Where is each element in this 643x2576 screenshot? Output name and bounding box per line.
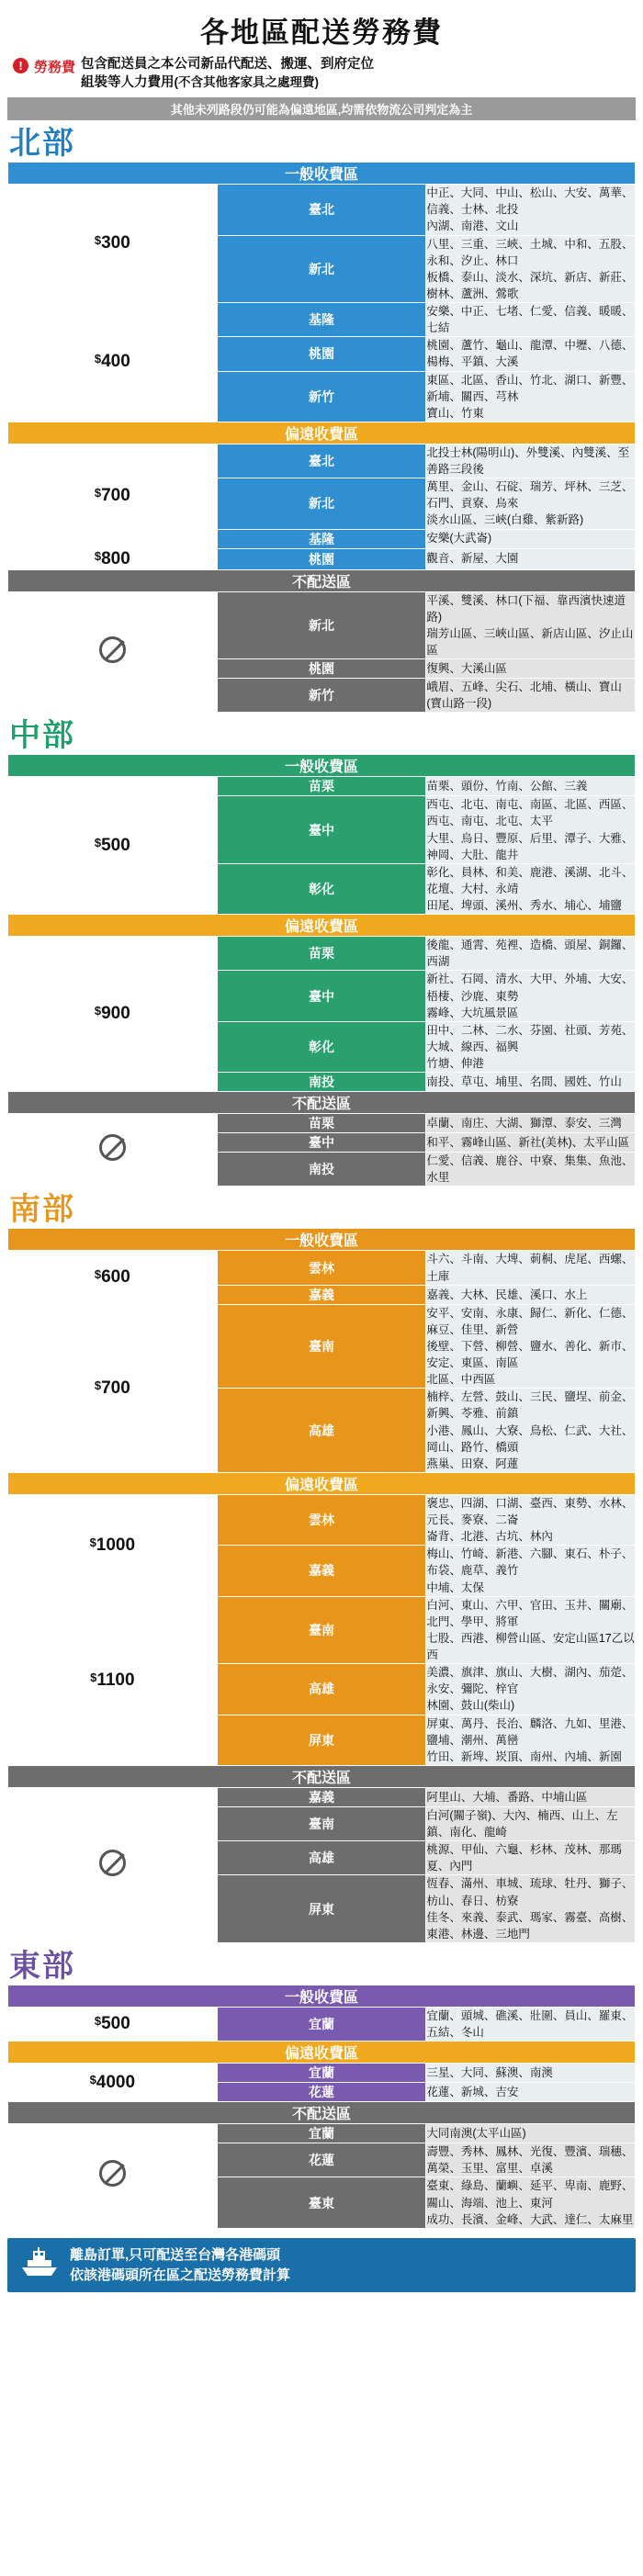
footer-note bbox=[7, 2238, 636, 2293]
city-cell: 屏東 bbox=[217, 1875, 426, 1943]
table-row bbox=[8, 303, 636, 337]
area-line: 安樂、中正、七堵、仁愛、信義、暖暖、七結 bbox=[426, 305, 634, 335]
band-header-none: 不配送區 bbox=[8, 1765, 636, 1787]
table-row bbox=[8, 1114, 636, 1133]
area-line: 平溪、雙溪、林口(下福、靠西濱快速道路) bbox=[426, 593, 626, 624]
area-line: 後龍、通霄、苑裡、造橋、頭屋、銅鑼、西湖 bbox=[426, 939, 634, 969]
area-list-cell bbox=[426, 529, 636, 548]
city-cell: 苗栗 bbox=[217, 1114, 426, 1133]
area-line: 三星、大同、蘇澳、南澳 bbox=[426, 2066, 553, 2080]
price-value: 700 bbox=[101, 486, 130, 506]
labor-fee-line2-wrap bbox=[81, 74, 374, 93]
area-line: 復興、大溪山區 bbox=[426, 661, 507, 675]
area-line: 彰化、員林、和美、鹿港、溪湖、北斗、花壇、大村、永靖 bbox=[426, 865, 634, 895]
city-cell: 臺中 bbox=[217, 971, 426, 1021]
area-line: 萬里、金山、石碇、瑞芳、坪林、三芝、石門、貢寮、烏來 bbox=[426, 480, 634, 511]
area-line: 宜蘭、頭城、礁溪、壯圍、員山、羅東、五結、冬山 bbox=[426, 2008, 634, 2039]
price-cell bbox=[8, 2064, 218, 2102]
notice-bar: 其他未列路段仍可能為偏遠地區,均需依物流公司判定為主 bbox=[7, 97, 636, 120]
region-title: 中部 bbox=[9, 718, 75, 754]
ship-icon bbox=[18, 2247, 61, 2283]
price-value: 4000 bbox=[96, 2072, 136, 2092]
area-line: 瑞芳山區、三峽山區、新店山區、汐止山區 bbox=[426, 626, 634, 657]
price-value: 500 bbox=[101, 2014, 130, 2033]
prohibition-icon bbox=[99, 2160, 126, 2187]
labor-fee-note-text: (不含其他客家具之處理費) bbox=[174, 74, 320, 89]
area-line: 壽豐、秀林、鳳林、光復、豐濱、瑞穗、萬榮、玉里、富里、卓溪 bbox=[426, 2145, 634, 2176]
area-line: 仁愛、信義、鹿谷、中寮、集集、魚池、水里 bbox=[426, 1154, 634, 1185]
footer-text bbox=[70, 2245, 290, 2286]
city-cell: 雲林 bbox=[217, 1494, 426, 1545]
table-row bbox=[8, 548, 636, 569]
city-cell: 彰化 bbox=[217, 863, 426, 914]
area-list-cell bbox=[426, 548, 636, 569]
area-list-cell bbox=[426, 1875, 636, 1943]
area-list-cell bbox=[426, 2124, 636, 2143]
table-row bbox=[8, 444, 636, 478]
city-cell: 嘉義 bbox=[217, 1787, 426, 1806]
city-cell: 臺北 bbox=[217, 185, 426, 235]
area-list-cell bbox=[426, 337, 636, 371]
band-header-remote: 偏遠收費區 bbox=[8, 1472, 636, 1494]
prohibition-icon bbox=[99, 1134, 126, 1161]
area-line: 臺東、綠島、蘭嶼、延平、卑南、鹿野、關山、海端、池上、東河 bbox=[426, 2179, 634, 2210]
area-line: 和平、霧峰山區、新社(美林)、太平山區 bbox=[426, 1136, 630, 1150]
city-cell: 基隆 bbox=[217, 529, 426, 548]
city-cell: 雲林 bbox=[217, 1251, 426, 1285]
area-list-cell bbox=[426, 2083, 636, 2102]
area-list-cell bbox=[426, 2064, 636, 2083]
area-list-cell bbox=[426, 1546, 636, 1596]
labor-fee-line2: 組裝等人力費用 bbox=[81, 74, 175, 90]
table-row bbox=[8, 1596, 636, 1664]
band-header-normal: 一般收費區 bbox=[8, 1985, 636, 2007]
area-line: 東區、北區、香山、竹北、湖口、新豐、新埔、關西、芎林 bbox=[426, 373, 634, 403]
price-cell bbox=[8, 937, 218, 1092]
exclamation-icon: ! bbox=[13, 58, 28, 73]
area-line: 北投士林(陽明山)、外雙溪、內雙溪、至善路三段後 bbox=[426, 445, 630, 476]
labor-fee-description bbox=[81, 56, 374, 92]
footer-line2: 依該港碼頭所在區之配送勞務費計算 bbox=[70, 2267, 291, 2283]
city-cell: 花蓮 bbox=[217, 2083, 426, 2102]
table-row bbox=[8, 1494, 636, 1545]
currency-symbol: $ bbox=[94, 1267, 102, 1281]
area-line: 觀音、新屋、大園 bbox=[426, 552, 519, 566]
city-cell: 花蓮 bbox=[217, 2143, 426, 2177]
city-cell: 嘉義 bbox=[217, 1285, 426, 1304]
area-line: 峨眉、五峰、尖石、北埔、橫山、寶山(寶山路一段) bbox=[426, 681, 622, 711]
price-cell bbox=[8, 1304, 218, 1472]
region-table bbox=[7, 1985, 636, 2229]
area-list-cell bbox=[426, 2007, 636, 2041]
area-list-cell bbox=[426, 679, 636, 713]
city-cell: 桃園 bbox=[217, 337, 426, 371]
area-list-cell bbox=[426, 863, 636, 914]
area-line: 白河、東山、六甲、官田、玉井、關廟、北門、學甲、將軍 bbox=[426, 1598, 634, 1628]
table-row bbox=[8, 591, 636, 659]
price-cell bbox=[8, 1596, 218, 1765]
area-line: 桃源、甲仙、六龜、杉林、茂林、那瑪夏、內門 bbox=[426, 1843, 622, 1873]
region-title: 北部 bbox=[9, 126, 75, 162]
area-list-cell bbox=[426, 1841, 636, 1875]
city-cell: 臺南 bbox=[217, 1596, 426, 1664]
band-header-normal: 一般收費區 bbox=[8, 163, 636, 185]
price-cell bbox=[8, 777, 218, 915]
currency-symbol: $ bbox=[94, 486, 102, 501]
area-list-cell bbox=[426, 1596, 636, 1664]
area-line: 寶山、竹東 bbox=[426, 406, 484, 420]
band-header-none: 不配送區 bbox=[8, 569, 636, 591]
currency-symbol: $ bbox=[94, 1004, 102, 1018]
area-line: 後壁、下營、柳營、鹽水、善化、新市、安定、東區、南區 bbox=[426, 1339, 634, 1369]
city-cell: 桃園 bbox=[217, 548, 426, 569]
band-header-remote: 偏遠收費區 bbox=[8, 2042, 636, 2064]
city-cell: 基隆 bbox=[217, 303, 426, 337]
area-line: 中埔、太保 bbox=[426, 1580, 484, 1594]
area-line: 白河(關子嶺)、大內、楠西、山上、左鎮、南化、龍崎 bbox=[426, 1808, 618, 1839]
city-cell: 新北 bbox=[217, 235, 426, 303]
area-line: 佳冬、來義、泰武、瑪家、霧臺、高樹、東港、林邊、三地門 bbox=[426, 1910, 634, 1940]
price-value: 500 bbox=[101, 835, 130, 855]
region-4 bbox=[7, 1949, 636, 2229]
city-cell: 苗栗 bbox=[217, 777, 426, 796]
area-list-cell bbox=[426, 1285, 636, 1304]
city-cell: 高雄 bbox=[217, 1664, 426, 1715]
currency-symbol: $ bbox=[94, 352, 102, 366]
prohibition-icon bbox=[99, 636, 126, 663]
area-list-cell bbox=[426, 1806, 636, 1840]
area-line: 楠梓、左營、鼓山、三民、鹽埕、前金、新興、苓雅、前鎮 bbox=[426, 1390, 634, 1421]
table-row bbox=[8, 2064, 636, 2083]
no-delivery-icon bbox=[8, 1114, 218, 1187]
no-delivery-icon bbox=[8, 2124, 218, 2229]
area-line: 田中、二林、二水、芬園、社頭、芳苑、大城、線西、福興 bbox=[426, 1023, 634, 1053]
area-list-cell bbox=[426, 1787, 636, 1806]
currency-symbol: $ bbox=[94, 1378, 102, 1392]
area-list-cell bbox=[426, 591, 636, 659]
area-list-cell bbox=[426, 1304, 636, 1389]
band-header-normal: 一般收費區 bbox=[8, 755, 636, 777]
labor-fee-note bbox=[0, 56, 643, 96]
regions-container bbox=[0, 126, 643, 2229]
area-line: 七股、西港、柳營山區、安定山區17乙以西 bbox=[426, 1631, 635, 1661]
area-line: 林園、鼓山(柴山) bbox=[426, 1699, 515, 1713]
no-delivery-icon bbox=[8, 1787, 218, 1942]
area-line: 田尾、埤頭、溪州、秀水、埔心、埔鹽 bbox=[426, 899, 622, 912]
area-list-cell bbox=[426, 185, 636, 235]
city-cell: 新北 bbox=[217, 591, 426, 659]
area-line: 淡水山區、三峽(白雞、紫新路) bbox=[426, 513, 584, 527]
area-line: 梅山、竹崎、新港、六腳、東石、朴子、布袋、鹿草、義竹 bbox=[426, 1547, 634, 1578]
city-cell: 彰化 bbox=[217, 1021, 426, 1072]
area-line: 竹田、新埤、崁頂、南州、內埔、新園 bbox=[426, 1749, 622, 1763]
region-2 bbox=[7, 718, 636, 1187]
area-list-cell bbox=[426, 1073, 636, 1092]
table-row bbox=[8, 2124, 636, 2143]
labor-fee-label: 勞務費 bbox=[34, 60, 76, 75]
area-line: 南投、草屯、埔里、名間、國姓、竹山 bbox=[426, 1075, 622, 1089]
area-line: 嘉義、大林、民雄、溪口、水上 bbox=[426, 1288, 588, 1301]
area-list-cell bbox=[426, 1389, 636, 1473]
city-cell: 臺中 bbox=[217, 796, 426, 864]
area-list-cell bbox=[426, 371, 636, 422]
price-value: 1000 bbox=[96, 1535, 136, 1555]
area-list-cell bbox=[426, 1021, 636, 1072]
area-line: 卓蘭、南庄、大湖、獅潭、泰安、三灣 bbox=[426, 1117, 622, 1131]
region-table bbox=[7, 162, 636, 713]
region-3 bbox=[7, 1192, 636, 1943]
area-list-cell bbox=[426, 1494, 636, 1545]
footer-line1: 離島訂單,只可配送至台灣各港碼頭 bbox=[70, 2246, 281, 2263]
area-line: 西屯、北屯、南屯、南區、北區、西區、西屯、南屯、北屯、太平 bbox=[426, 798, 634, 828]
area-list-cell bbox=[426, 937, 636, 971]
area-list-cell bbox=[426, 971, 636, 1021]
area-line: 霧峰、大坑風景區 bbox=[426, 1006, 519, 1019]
currency-symbol: $ bbox=[94, 548, 102, 563]
area-line: 八里、三重、三峽、土城、中和、五股、永和、汐止、林口 bbox=[426, 237, 634, 267]
currency-symbol: $ bbox=[89, 1535, 96, 1549]
city-cell: 苗栗 bbox=[217, 937, 426, 971]
area-line: 美濃、旗津、旗山、大樹、湖內、茄萣、永安、彌陀、梓官 bbox=[426, 1666, 634, 1696]
area-list-cell bbox=[426, 303, 636, 337]
city-cell: 屏東 bbox=[217, 1715, 426, 1765]
city-cell: 嘉義 bbox=[217, 1546, 426, 1596]
price-cell bbox=[8, 1251, 218, 1304]
area-list-cell bbox=[426, 2177, 636, 2228]
labor-fee-line1: 包含配送員之本公司新品代配送、搬運、到府定位 bbox=[81, 57, 375, 72]
table-row bbox=[8, 2007, 636, 2041]
area-list-cell bbox=[426, 659, 636, 679]
area-line: 成功、長濱、金峰、大武、達仁、太麻里 bbox=[426, 2212, 634, 2226]
city-cell: 桃園 bbox=[217, 659, 426, 679]
area-line: 褒忠、四湖、口湖、臺西、東勢、水林、元長、麥寮、二崙 bbox=[426, 1496, 634, 1526]
area-line: 北區、中西區 bbox=[426, 1373, 496, 1387]
city-cell: 高雄 bbox=[217, 1841, 426, 1875]
area-line: 斗六、斗南、大埤、莿桐、虎尾、西螺、土庫 bbox=[426, 1253, 634, 1283]
prohibition-icon bbox=[99, 1850, 126, 1876]
area-line: 苗栗、頭份、竹南、公館、三義 bbox=[426, 780, 588, 793]
region-table bbox=[7, 754, 636, 1187]
region-1 bbox=[7, 126, 636, 713]
area-line: 大里、烏日、豐原、后里、潭子、大雅、神岡、大肚、龍井 bbox=[426, 831, 634, 861]
table-row bbox=[8, 1251, 636, 1285]
area-line: 安樂(大武崙) bbox=[426, 532, 492, 546]
price-value: 400 bbox=[101, 352, 130, 372]
area-list-cell bbox=[426, 1153, 636, 1187]
currency-symbol: $ bbox=[94, 2014, 102, 2028]
price-value: 900 bbox=[101, 1004, 130, 1024]
city-cell: 南投 bbox=[217, 1153, 426, 1187]
city-cell: 新北 bbox=[217, 478, 426, 529]
area-list-cell bbox=[426, 796, 636, 864]
table-row bbox=[8, 1787, 636, 1806]
city-cell: 臺北 bbox=[217, 444, 426, 478]
table-row bbox=[8, 1304, 636, 1389]
area-line: 大同南澳(太平山區) bbox=[426, 2127, 526, 2141]
city-cell: 高雄 bbox=[217, 1389, 426, 1473]
currency-symbol: $ bbox=[94, 835, 102, 849]
price-value: 800 bbox=[101, 548, 130, 568]
price-cell bbox=[8, 2007, 218, 2041]
area-line: 阿里山、大埔、番路、中埔山區 bbox=[426, 1790, 588, 1804]
price-cell bbox=[8, 1494, 218, 1596]
area-line: 屏東、萬丹、長治、麟洛、九如、里港、鹽埔、潮州、萬巒 bbox=[426, 1716, 634, 1747]
city-cell: 宜蘭 bbox=[217, 2124, 426, 2143]
table-row bbox=[8, 185, 636, 235]
page-title: 各地區配送勞務費 bbox=[200, 17, 443, 49]
region-title: 南部 bbox=[9, 1192, 75, 1228]
area-line: 板橋、泰山、淡水、深坑、新店、新莊、樹林、蘆洲、鶯歌 bbox=[426, 270, 634, 300]
area-line: 新社、石岡、清水、大甲、外埔、大安、梧棲、沙鹿、東勢 bbox=[426, 973, 634, 1003]
area-list-cell bbox=[426, 1251, 636, 1285]
area-line: 燕巢、田寮、阿蓮 bbox=[426, 1457, 519, 1470]
area-line: 桃園、蘆竹、龜山、龍潭、中壢、八德、楊梅、平鎮、大溪 bbox=[426, 339, 634, 369]
price-value: 1100 bbox=[96, 1670, 135, 1691]
city-cell: 臺東 bbox=[217, 2177, 426, 2228]
price-value: 300 bbox=[101, 233, 130, 253]
band-header-none: 不配送區 bbox=[8, 2102, 636, 2124]
area-list-cell bbox=[426, 235, 636, 303]
area-list-cell bbox=[426, 1114, 636, 1133]
city-cell: 宜蘭 bbox=[217, 2064, 426, 2083]
area-line: 崙背、北港、古坑、林內 bbox=[426, 1530, 553, 1544]
city-cell: 臺南 bbox=[217, 1806, 426, 1840]
city-cell: 宜蘭 bbox=[217, 2007, 426, 2041]
band-header-remote: 偏遠收費區 bbox=[8, 422, 636, 444]
area-line: 安平、安南、永康、歸仁、新化、仁德、麻豆、佳里、新營 bbox=[426, 1306, 634, 1336]
currency-symbol: $ bbox=[90, 1670, 97, 1685]
area-line: 內湖、南港、文山 bbox=[426, 219, 519, 233]
region-table bbox=[7, 1228, 636, 1943]
city-cell: 南投 bbox=[217, 1073, 426, 1092]
city-cell: 新竹 bbox=[217, 679, 426, 713]
band-header-none: 不配送區 bbox=[8, 1092, 636, 1114]
area-list-cell bbox=[426, 2143, 636, 2177]
table-row bbox=[8, 777, 636, 796]
city-cell: 臺南 bbox=[217, 1304, 426, 1389]
price-cell bbox=[8, 185, 218, 303]
area-list-cell bbox=[426, 1715, 636, 1765]
no-delivery-icon bbox=[8, 591, 218, 713]
area-list-cell bbox=[426, 478, 636, 529]
price-value: 700 bbox=[101, 1378, 130, 1398]
area-line: 花蓮、新城、吉安 bbox=[426, 2086, 519, 2099]
price-cell bbox=[8, 303, 218, 422]
currency-symbol: $ bbox=[94, 233, 102, 248]
area-list-cell bbox=[426, 1133, 636, 1153]
area-line: 竹塘、伸港 bbox=[426, 1057, 484, 1070]
area-line: 恆春、滿州、車城、琉球、牡丹、獅子、枋山、春日、枋寮 bbox=[426, 1877, 634, 1907]
currency-symbol: $ bbox=[89, 2072, 96, 2087]
price-cell bbox=[8, 444, 218, 548]
city-cell: 新竹 bbox=[217, 371, 426, 422]
band-header-remote: 偏遠收費區 bbox=[8, 915, 636, 937]
price-value: 600 bbox=[101, 1267, 130, 1287]
region-title: 東部 bbox=[9, 1948, 75, 1984]
area-list-cell bbox=[426, 444, 636, 478]
area-list-cell bbox=[426, 1664, 636, 1715]
area-list-cell bbox=[426, 777, 636, 796]
table-row bbox=[8, 937, 636, 971]
price-cell bbox=[8, 548, 218, 569]
band-header-normal: 一般收費區 bbox=[8, 1229, 636, 1251]
area-line: 小港、鳳山、大寮、鳥松、仁武、大社、岡山、路竹、橋頭 bbox=[426, 1423, 634, 1454]
city-cell: 臺中 bbox=[217, 1133, 426, 1153]
area-line: 中正、大同、中山、松山、大安、萬華、信義、士林、北投 bbox=[426, 186, 634, 217]
